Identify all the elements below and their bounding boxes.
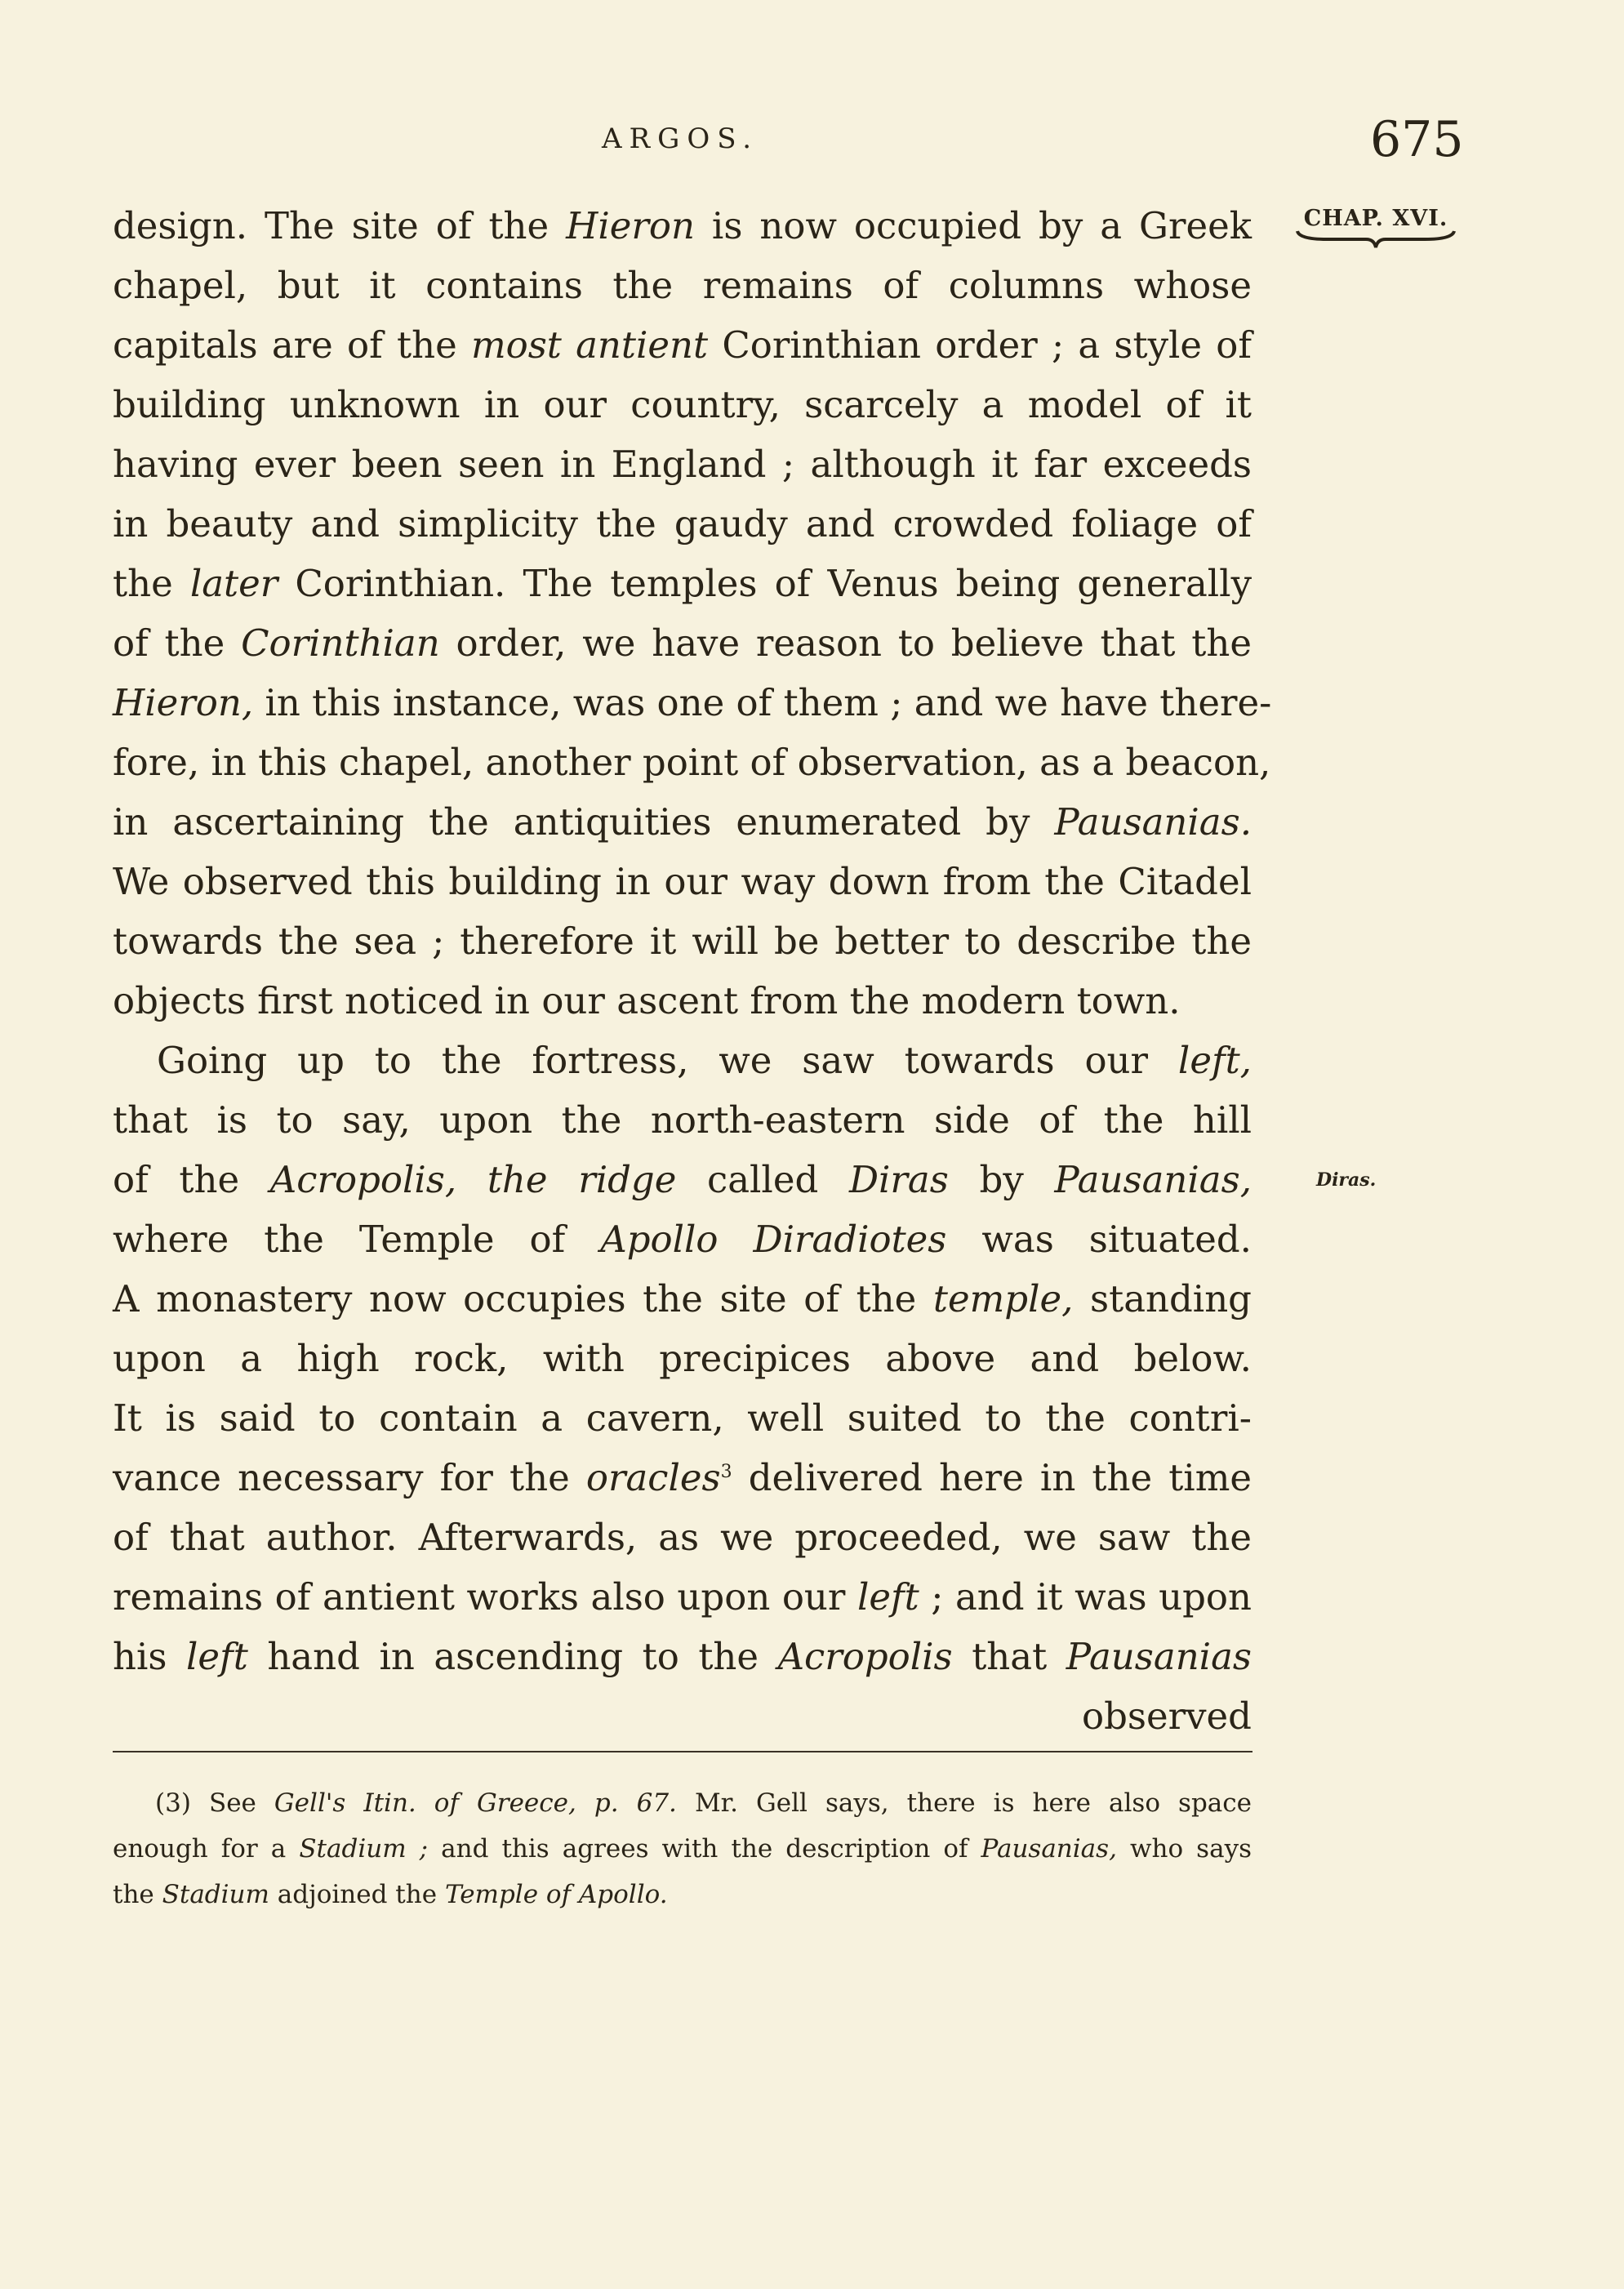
text-line: Going up to the fortress, we saw towards our left, <box>157 1039 1252 1082</box>
text-line: in ascertaining the antiquities enumerated by Pausanias. <box>113 800 1252 844</box>
footnote-line: enough for a Stadium ; and this agrees with the description of Pausanias, who says <box>113 1834 1252 1864</box>
text-line: the later Corinthian. The temples of Venus being generally <box>113 562 1252 605</box>
text-line: A monastery now occupies the site of the temple, standing <box>113 1277 1252 1320</box>
footnote-line: the Stadium adjoined the Temple of Apollo. <box>113 1880 668 1909</box>
text-line: where the Temple of Apollo Diradiotes was situated. <box>113 1218 1252 1261</box>
text-line: building unknown in our country, scarcely a model of it <box>113 383 1252 426</box>
text-line: towards the sea ; therefore it will be better to describe the <box>113 920 1252 963</box>
text-line: fore, in this chapel, another point of observation, as a beacon, <box>113 741 1271 784</box>
marginal-note-diras: Diras. <box>1316 1169 1377 1191</box>
page-number: 675 <box>1370 111 1464 168</box>
footnote <box>113 1780 1252 1917</box>
footnote-line: (3) See Gell's Itin. of Greece, p. 67. Mr. Gell says, there is here also space <box>155 1788 1252 1818</box>
text-line: vance necessary for the oracles$^3$ delivered here in the time <box>113 1456 1252 1499</box>
text-line: of that author. Afterwards, as we proceeded, we saw the <box>113 1516 1252 1559</box>
text-line: that is to say, upon the north-eastern side of the hill <box>113 1098 1252 1142</box>
catchword: observed <box>1082 1694 1252 1738</box>
text-line: having ever been seen in England ; although it far exceeds <box>113 443 1252 486</box>
text-line: It is said to contain a cavern, well suited to the contri- <box>113 1396 1252 1440</box>
text-line: objects first noticed in our ascent from the modern town. <box>113 979 1181 1022</box>
text-line: design. The site of the Hieron is now occupied by a Greek <box>113 204 1252 247</box>
footnote-reference: 3 <box>720 1462 732 1482</box>
text-line: upon a high rock, with precipices above and below. <box>113 1337 1252 1380</box>
chapter-marginal-note <box>1294 206 1457 251</box>
text-line: of the Corinthian order, we have reason to believe that the <box>113 621 1252 665</box>
footnote-rule <box>113 1751 1252 1752</box>
chapter-label: CHAP. XVI. <box>1303 206 1448 231</box>
text-line: We observed this building in our way down from the Citadel <box>113 860 1252 903</box>
text-line: Hieron, in this instance, was one of them ; and we have there- <box>113 681 1272 724</box>
text-line: in beauty and simplicity the gaudy and crowded foliage of <box>113 502 1252 546</box>
text-line: capitals are of the most antient Corinthian order ; a style of <box>113 323 1252 367</box>
text-line: his left hand in ascending to the Acropolis that Pausanias <box>113 1635 1252 1678</box>
main-text <box>113 196 1272 1746</box>
brace-ornament <box>1294 229 1457 251</box>
text-line: chapel, but it contains the remains of columns whose <box>113 264 1252 307</box>
text-line: remains of antient works also upon our left ; and it was upon <box>113 1575 1252 1619</box>
running-head: ARGOS. <box>602 122 759 155</box>
text-line: of the Acropolis, the ridge called Diras by Pausanias, <box>113 1158 1252 1201</box>
